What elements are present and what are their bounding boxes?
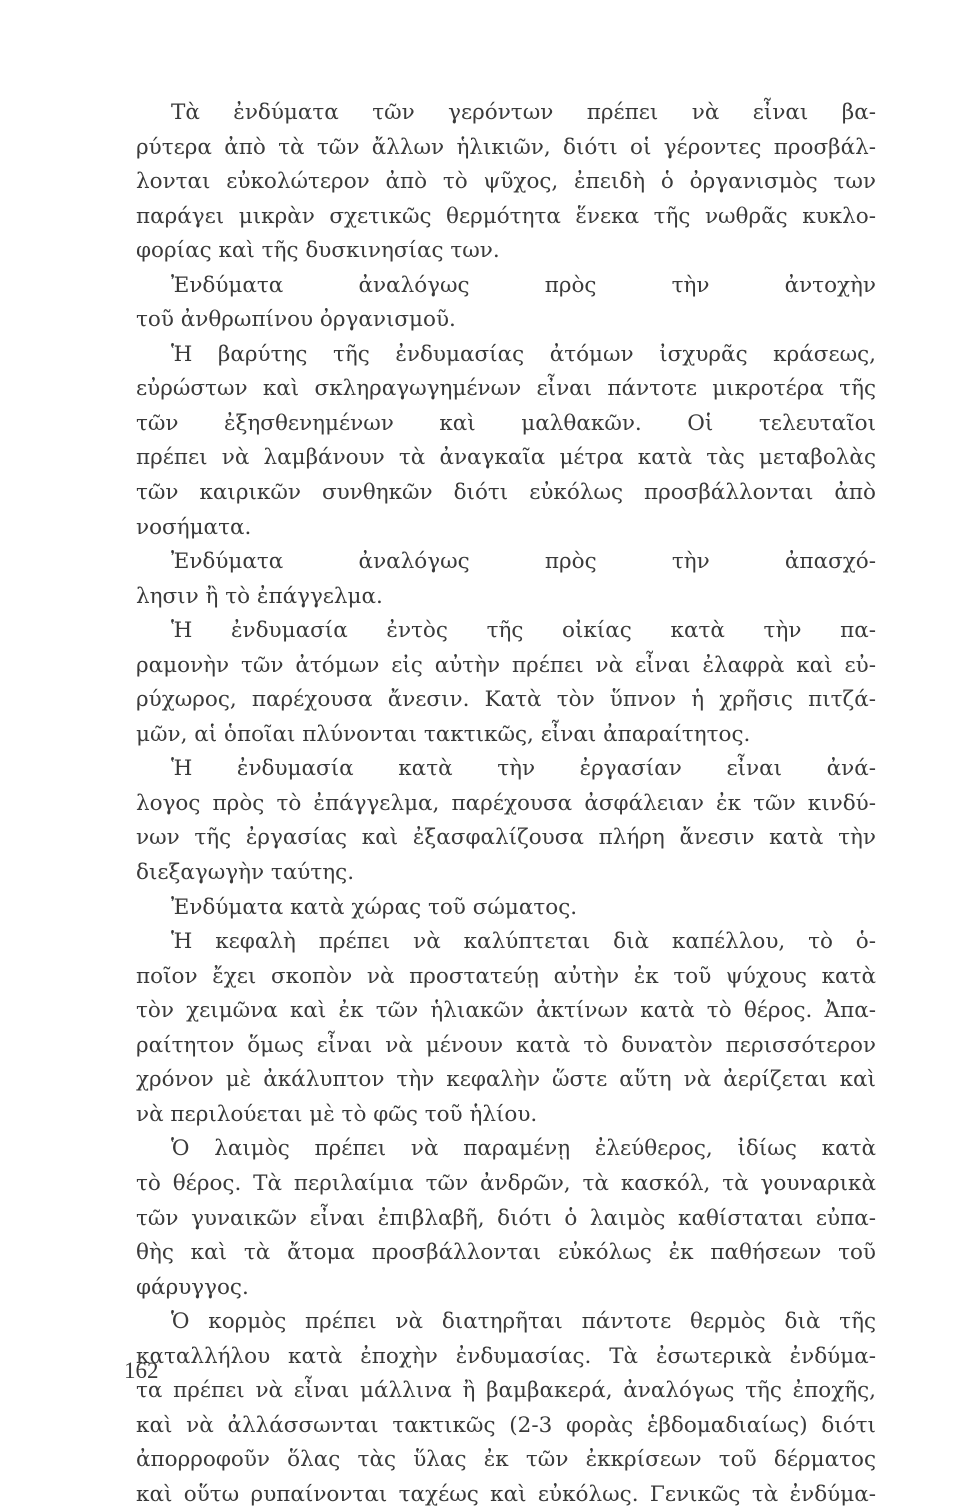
text-line: τα πρέπει νὰ εἶναι μάλλινα ἢ βαμβακερά, ἀναλόγως τῆς ἐποχῆς, [136,1378,876,1404]
text-line: νὰ περιλούεται μὲ τὸ φῶς τοῦ ἡλίου. [136,1101,538,1127]
text-line: χρόνον μὲ ἀκάλυπτον τὴν κεφαλὴν ὥστε αὕτη νὰ ἀερίζεται καὶ [136,1067,876,1093]
text-line: τῶν γυναικῶν εἶναι ἐπιβλαβῆ, διότι ὁ λαιμὸς καθίσταται εὐπα- [136,1205,876,1231]
text-line: καταλλήλου κατὰ ἐποχὴν ἐνδυμασίας. Τὰ ἐσωτερικὰ ἐνδύμα- [136,1343,876,1369]
text-line: ποῖον ἔχει σκοπὸν νὰ προστατεύῃ αὐτὴν ἐκ τοῦ ψύχους κατὰ [136,963,876,989]
text-line: εὐρώστων καὶ σκληραγωγημένων εἶναι πάντοτε μικροτέρα τῆς [136,376,876,402]
text-line: νοσήματα. [136,514,252,540]
text-line: λονται εὐκολώτερον ἀπὸ τὸ ψῦχος, ἐπειδὴ ὁ ὀργανισμὸς των [136,169,876,195]
text-line: πρέπει νὰ λαμβάνουν τὰ ἀναγκαῖα μέτρα κατὰ τὰς μεταβολὰς [136,445,876,471]
text-line: Ὁ λαιμὸς πρέπει νὰ παραμένῃ ἐλεύθερος, ἰδίως κατὰ [171,1136,876,1162]
text-line: καὶ νὰ ἀλλάσσωνται τακτικῶς (2-3 φορὰς ἑβδομαδιαίως) διότι [136,1412,876,1438]
text-line: ραίτητον ὅμως εἶναι νὰ μένουν κατὰ τὸ δυνατὸν περισσότερον [136,1032,876,1058]
text-line: Ἐνδύματα κατὰ χώρας τοῦ σώματος. [171,894,578,920]
text-line: τοῦ ἀνθρωπίνου ὀργανισμοῦ. [136,307,456,333]
text-line: τῶν καιρικῶν συνθηκῶν διότι εὐκόλως προσβάλλονται ἀπὸ [136,480,876,506]
text-line: Τὰ ἐνδύματα τῶν γερόντων πρέπει νὰ εἶναι βα- [171,100,876,125]
text-line: ρύτερα ἀπὸ τὰ τῶν ἄλλων ἡλικιῶν, διότι οἱ γέροντες προσβάλ- [136,134,876,160]
text-line: ρύχωρος, παρέχουσα ἄνεσιν. Κατὰ τὸν ὕπνον ἡ χρῆσις πιτζά- [136,687,876,713]
text-line: τῶν ἐξησθενημένων καὶ μαλθακῶν. Οἱ τελευταῖοι [136,410,876,436]
text-line: ἀπορροφοῦν ὅλας τὰς ὕλας ἐκ τῶν ἐκκρίσεων τοῦ δέρματος [136,1447,876,1473]
text-line: Ὁ κορμὸς πρέπει νὰ διατηρῆται πάντοτε θερμὸς διὰ τῆς [171,1309,876,1335]
text-line: θὴς καὶ τὰ ἄτομα προσβάλλονται εὐκόλως ἐκ παθήσεων τοῦ [136,1240,876,1266]
text-line: Ἐνδύματα ἀναλόγως πρὸς τὴν ἀπασχό- [171,549,876,575]
body-text [136,96,876,1512]
text-line: φορίας καὶ τῆς δυσκινησίας των. [136,238,500,264]
text-line: μῶν, αἱ ὁποῖαι πλύνονται τακτικῶς, εἶναι ἀπαραίτητος. [136,721,751,747]
text-line: ραμονὴν τῶν ἀτόμων εἰς αὐτὴν πρέπει νὰ εἶναι ἐλαφρὰ καὶ εὐ- [136,652,876,678]
text-line: διεξαγωγὴν ταύτης. [136,860,355,886]
text-line: νων τῆς ἐργασίας καὶ ἐξασφαλίζουσα πλήρη ἄνεσιν κατὰ τὴν [136,825,876,851]
text-line: λογος πρὸς τὸ ἐπάγγελμα, παρέχουσα ἀσφάλειαν ἐκ τῶν κινδύ- [136,790,876,816]
text-line: φάρυγγος. [136,1274,249,1300]
text-line: λησιν ἢ τὸ ἐπάγγελμα. [136,583,383,609]
text-line: καὶ οὕτω ρυπαίνονται ταχέως καὶ εὐκόλως. Γενικῶς τὰ ἐνδύμα- [136,1481,876,1507]
text-line: Ἡ ἐνδυμασία ἐντὸς τῆς οἰκίας κατὰ τὴν πα- [171,618,876,644]
text-line: τὸ θέρος. Τὰ περιλαίμια τῶν ἀνδρῶν, τὰ κασκόλ, τὰ γουναρικὰ [136,1170,876,1196]
text-line: Ἡ κεφαλὴ πρέπει νὰ καλύπτεται διὰ καπέλλου, τὸ ὁ- [171,929,876,955]
text-line: τὸν χειμῶνα καὶ ἐκ τῶν ἡλιακῶν ἀκτίνων κατὰ τὸ θέρος. Ἀπα- [136,998,876,1024]
page-number: 162 [124,1358,159,1383]
text-line: Ἐνδύματα ἀναλόγως πρὸς τὴν ἀντοχὴν [171,272,876,298]
text-line: Ἡ βαρύτης τῆς ἐνδυμασίας ἀτόμων ἰσχυρᾶς κράσεως, [171,341,876,367]
text-line: Ἡ ἐνδυμασία κατὰ τὴν ἐργασίαν εἶναι ἀνά- [171,756,876,782]
text-line: παράγει μικρὰν σχετικῶς θερμότητα ἕνεκα τῆς νωθρᾶς κυκλο- [136,203,876,229]
